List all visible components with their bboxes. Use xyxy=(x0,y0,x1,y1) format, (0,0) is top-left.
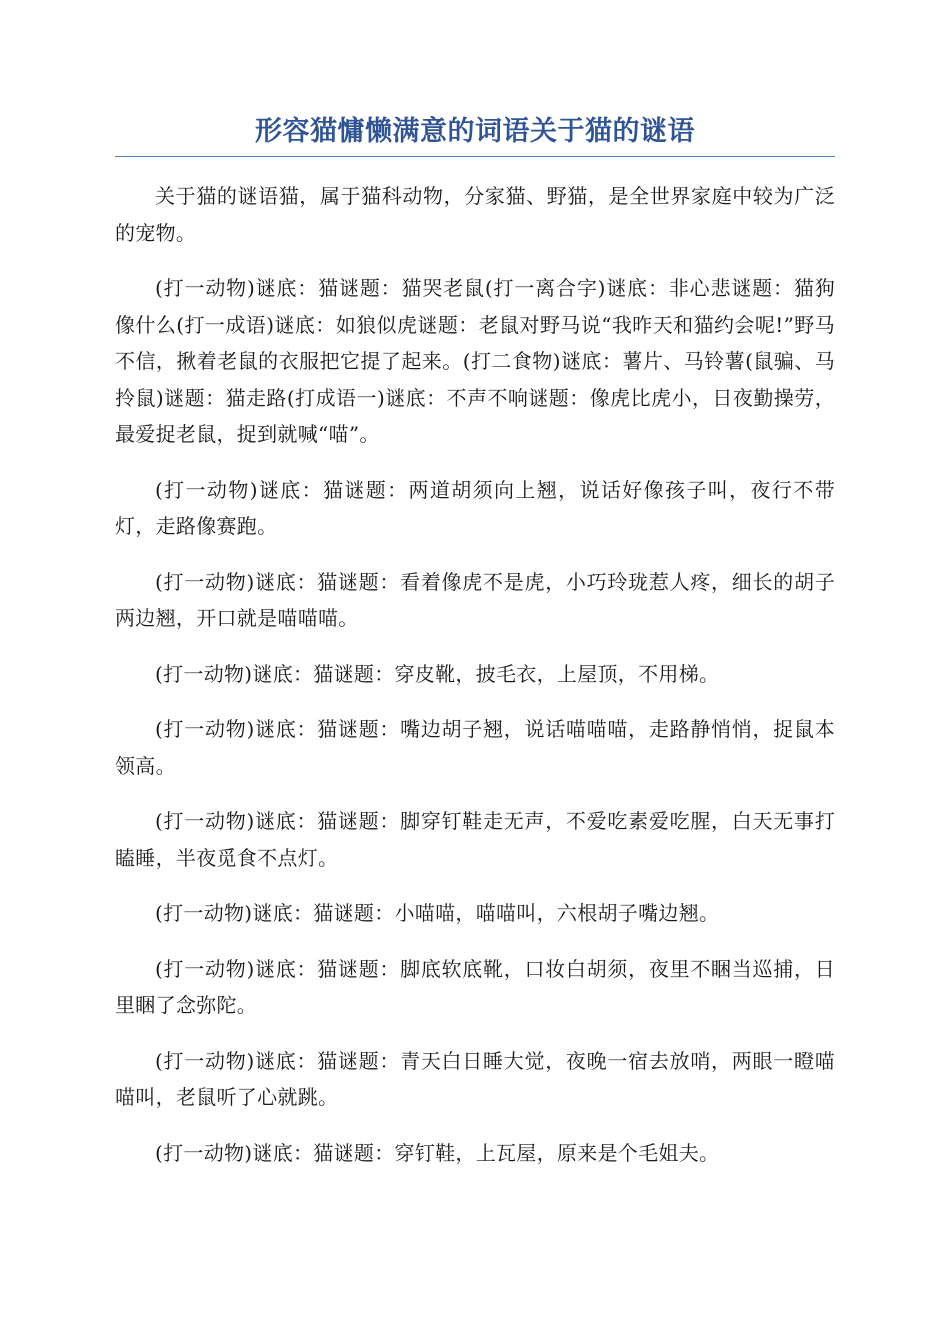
paragraph: (打一动物)谜底：猫谜题：青天白日睡大觉，夜晚一宿去放哨，两眼一瞪喵喵叫，老鼠听了心就跳。 xyxy=(115,1048,835,1109)
paragraph: (打一动物)谜底：猫谜题：穿钉鞋，上瓦屋，原来是个毛姐夫。 xyxy=(155,1140,720,1165)
paragraph: (打一动物)谜底：猫谜题：看着像虎不是虎，小巧玲珑惹人疼，细长的胡子两边翘，开口就是喵喵喵。 xyxy=(115,569,835,630)
document-body xyxy=(115,178,835,1190)
paragraph: (打一动物)谜底：猫谜题：嘴边胡子翘，说话喵喵喵，走路静悄悄，捉鼠本领高。 xyxy=(115,717,835,778)
paragraph: (打一动物)谜底：猫谜题：两道胡须向上翘，说话好像孩子叫，夜行不带灯，走路像赛跑。 xyxy=(115,477,835,538)
paragraph: (打一动物)谜底：猫谜题：脚穿钉鞋走无声，不爱吃素爱吃腥，白天无事打瞌睡，半夜觅食不点灯。 xyxy=(115,809,835,870)
paragraph-intro: 关于猫的谜语猫，属于猫科动物，分家猫、野猫，是全世界家庭中较为广泛的宠物。 xyxy=(115,184,835,245)
paragraph: (打一动物)谜底：猫谜题：穿皮靴，披毛衣，上屋顶，不用梯。 xyxy=(155,661,720,686)
document-title: 形容猫慵懒满意的词语关于猫的谜语 xyxy=(255,116,695,147)
paragraph: (打一动物)谜底：猫谜题：小喵喵，喵喵叫，六根胡子嘴边翘。 xyxy=(155,901,720,925)
paragraph: (打一动物)谜底：猫谜题：脚底软底靴，口妆白胡须，夜里不睏当巡捕，日里睏了念弥陀。 xyxy=(115,956,835,1017)
title-block xyxy=(115,112,835,157)
paragraph: (打一动物)谜底：猫谜题：猫哭老鼠(打一离合字)谜底：非心悲谜题：猫狗像什么(打一成语)谜底：如狼似虎谜题：老鼠对野马说“我昨天和猫约会呢!”野马不信，揪着老鼠的衣服把它提了起来。(打二食物)谜底：薯片、马铃薯(鼠骗、马拎鼠)谜题：猫走路(打成语一)谜底：不声不响谜题：像虎比虎小，日夜勤操劳，最爱捉老鼠，捉到就喊“喵”。 xyxy=(115,276,835,446)
